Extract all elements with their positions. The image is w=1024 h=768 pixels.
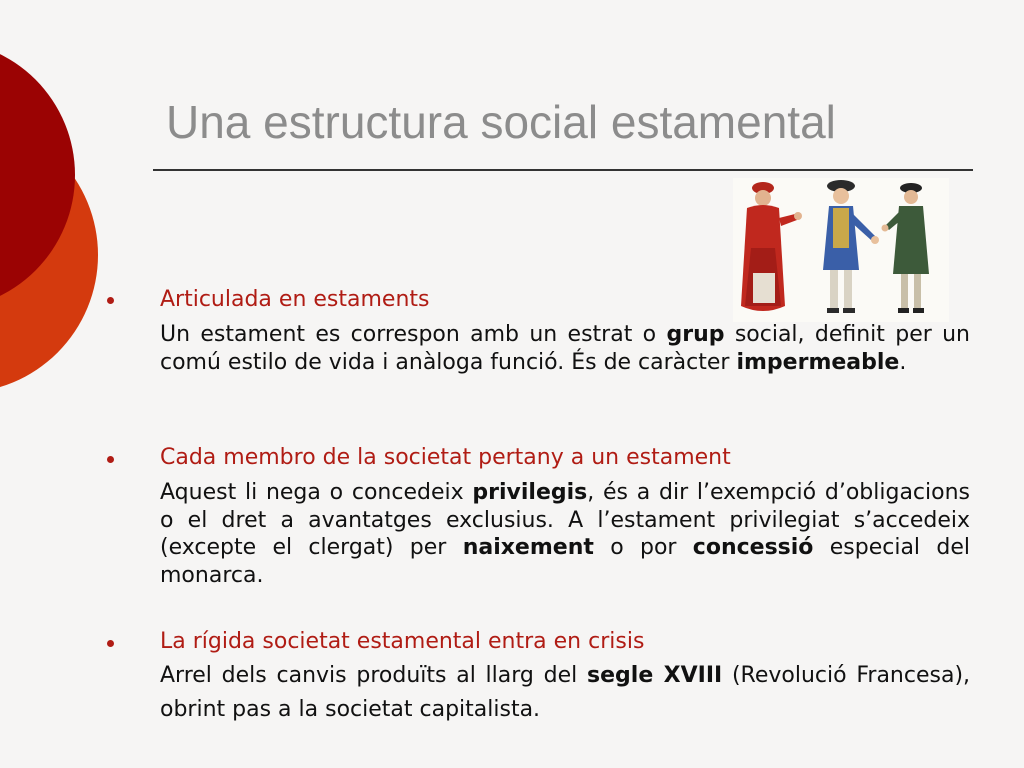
bullet-heading-membro: Cada membro de la societat pertany a un estament <box>160 445 731 470</box>
bullet-body-crisis: Arrel dels canvis produïts al llarg del segle XVIII (Revolució Francesa), obrint pas a la societat capitalista. <box>160 663 971 722</box>
three-historical-figures-icon <box>733 178 949 322</box>
bullet-dot <box>107 456 114 463</box>
decorative-circles <box>0 0 110 420</box>
bullet-heading-crisis: La rígida societat estamental entra en crisis <box>160 629 645 654</box>
bullet-body-membro: Aquest li nega o concedeix privilegis, és a dir l’exempció d’obligacions o el dret a avantatges exclusius. A l’estament privilegiat s’accedeix (excepte el clergat) per naixement o por concessió especial del monarca. <box>160 480 970 588</box>
bullet-dot <box>107 297 114 304</box>
slide-title: Una estructura social estamental <box>166 96 836 148</box>
bullet-heading-estaments: Articulada en estaments <box>160 287 430 312</box>
bullet-body-estaments: Un estament es correspon amb un estrat o grup social, definit per un comú estilo de vida i anàloga funció. És de caràcter impermeable. <box>160 322 970 375</box>
bullet-dot <box>107 640 114 647</box>
title-underline <box>153 169 973 171</box>
